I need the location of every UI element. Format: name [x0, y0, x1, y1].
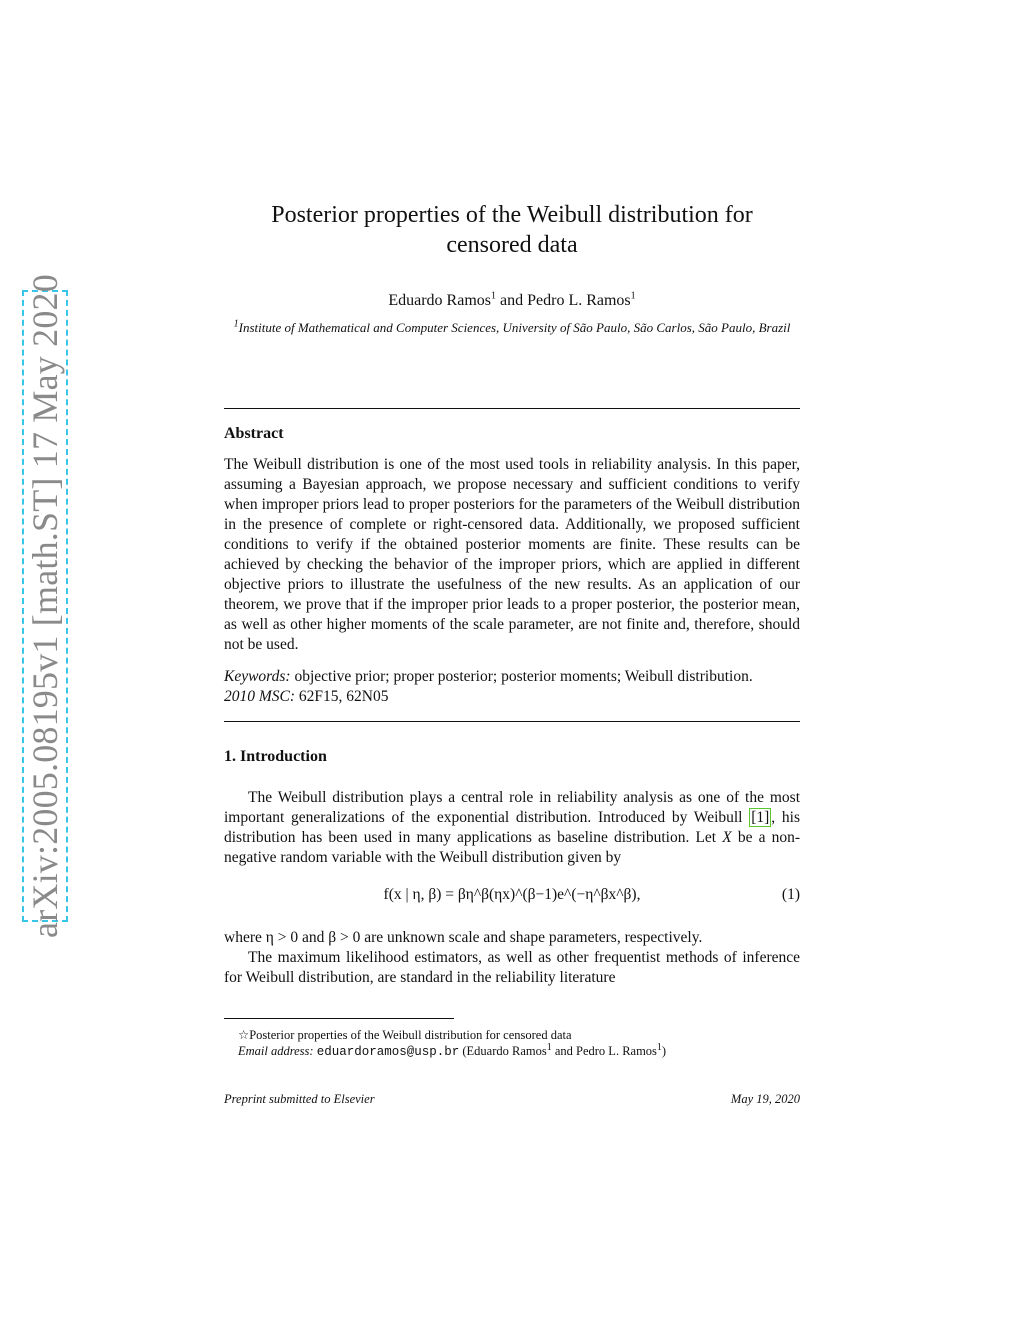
- author-2: Pedro L. Ramos: [527, 292, 631, 309]
- authors: [224, 292, 800, 310]
- affiliation-superscript: 1: [233, 318, 239, 330]
- msc: [224, 687, 800, 707]
- footnote-mark: ☆: [238, 1028, 250, 1042]
- paragraph-1-text-after-citation-2: be a non-negative random variable with the Weibull distribution given by: [224, 829, 801, 866]
- abstract-text: The Weibull distribution is one of the most used tools in reliability analysis. In this paper, assuming a Bayesian approach, we propose necessary and sufficient conditions to verify when improper priors lead to proper posteriors for the parameters of the Weibull distribution in the presence of complete or right-censored data. Additionally, we proposed sufficient conditions to verify if the obtained posterior moments are finite. These results can be achieved by checking the behavior of the improper priors, which are applied in different objective priors to illustrate the usefulness of the new results. As an application of our theorem, we prove that if the improper prior leads to a proper posterior, the posterior mean, as well as other higher moments of the scale parameter, are not finite and, therefore, should not be used.: [224, 456, 800, 653]
- arxiv-stamp[interactable]: [22, 274, 68, 938]
- keywords: [224, 667, 800, 687]
- paragraph-1-text-before-citation: The Weibull distribution plays a central role in reliability analysis as one of the most important generalizations of the exponential distribution. Introduced by Weibull: [224, 789, 800, 826]
- paper-content: [224, 200, 800, 1107]
- footnote-email: [224, 1043, 800, 1060]
- author-conjunction: and: [496, 292, 528, 309]
- footnote-title-text: Posterior properties of the Weibull distribution for censored data: [249, 1028, 572, 1042]
- footer-left: Preprint submitted to Elsevier: [224, 1092, 375, 1106]
- abstract-heading: Abstract: [224, 425, 284, 442]
- email-suffix-2: and Pedro L. Ramos: [551, 1044, 657, 1058]
- footnote-rule: [224, 1018, 454, 1019]
- email-superscript-1: 1: [546, 1041, 552, 1053]
- abstract-bottom-rule: [224, 721, 800, 722]
- introduction-paragraph-1: [224, 788, 800, 868]
- weibull-equation: f(x | η, β) = βη^β(ηx)^(β−1)e^(−η^βx^β),: [383, 886, 641, 903]
- variable-x: X: [722, 829, 732, 846]
- email-suffix-3: ): [661, 1044, 667, 1058]
- msc-text: 62F15, 62N05: [298, 688, 389, 705]
- email-superscript-2: 1: [656, 1041, 662, 1053]
- title-line-1: Posterior properties of the Weibull distribution for: [271, 202, 753, 228]
- paper-title: [224, 200, 800, 260]
- abstract: [224, 409, 800, 721]
- email-label: Email address:: [238, 1044, 314, 1058]
- title-line-2: censored data: [446, 232, 578, 258]
- affiliation: [224, 320, 800, 336]
- page-footer: [224, 1092, 800, 1107]
- email-address[interactable]: eduardoramos@usp.br: [316, 1045, 460, 1059]
- author-1-superscript: 1: [491, 290, 496, 302]
- keywords-text: objective prior; proper posterior; posterior moments; Weibull distribution.: [294, 668, 753, 685]
- keywords-label: Keywords:: [224, 668, 291, 685]
- footer-right: May 19, 2020: [730, 1092, 800, 1106]
- msc-label: 2010 MSC:: [224, 688, 296, 705]
- email-suffix-1: (Eduardo Ramos: [459, 1044, 547, 1058]
- arxiv-identifier[interactable]: arXiv:2005.08195v1 [math.ST] 17 May 2020: [25, 274, 65, 938]
- equation-number: (1): [781, 886, 800, 903]
- footnote-title: [224, 1027, 800, 1043]
- introduction-paragraph-2: where η > 0 and β > 0 are unknown scale and shape parameters, respectively.: [224, 929, 703, 946]
- author-1: Eduardo Ramos: [388, 292, 491, 309]
- author-2-superscript: 1: [630, 290, 636, 302]
- equation-1-row: [224, 878, 800, 920]
- introduction-paragraph-3: The maximum likelihood estimators, as well as other frequentist methods of inference for Weibull distribution, are standard in the reliability literature: [224, 949, 800, 986]
- affiliation-text: Institute of Mathematical and Computer Sciences, University of São Paulo, São Carlos, São Paulo, Brazil: [238, 320, 791, 335]
- citation-link-1[interactable]: [1]: [751, 809, 770, 826]
- introduction-heading: 1. Introduction: [224, 748, 327, 765]
- paragraph-1-text-after-citation-1: , his distribution has been used in many applications as baseline distribution. Let: [224, 809, 800, 846]
